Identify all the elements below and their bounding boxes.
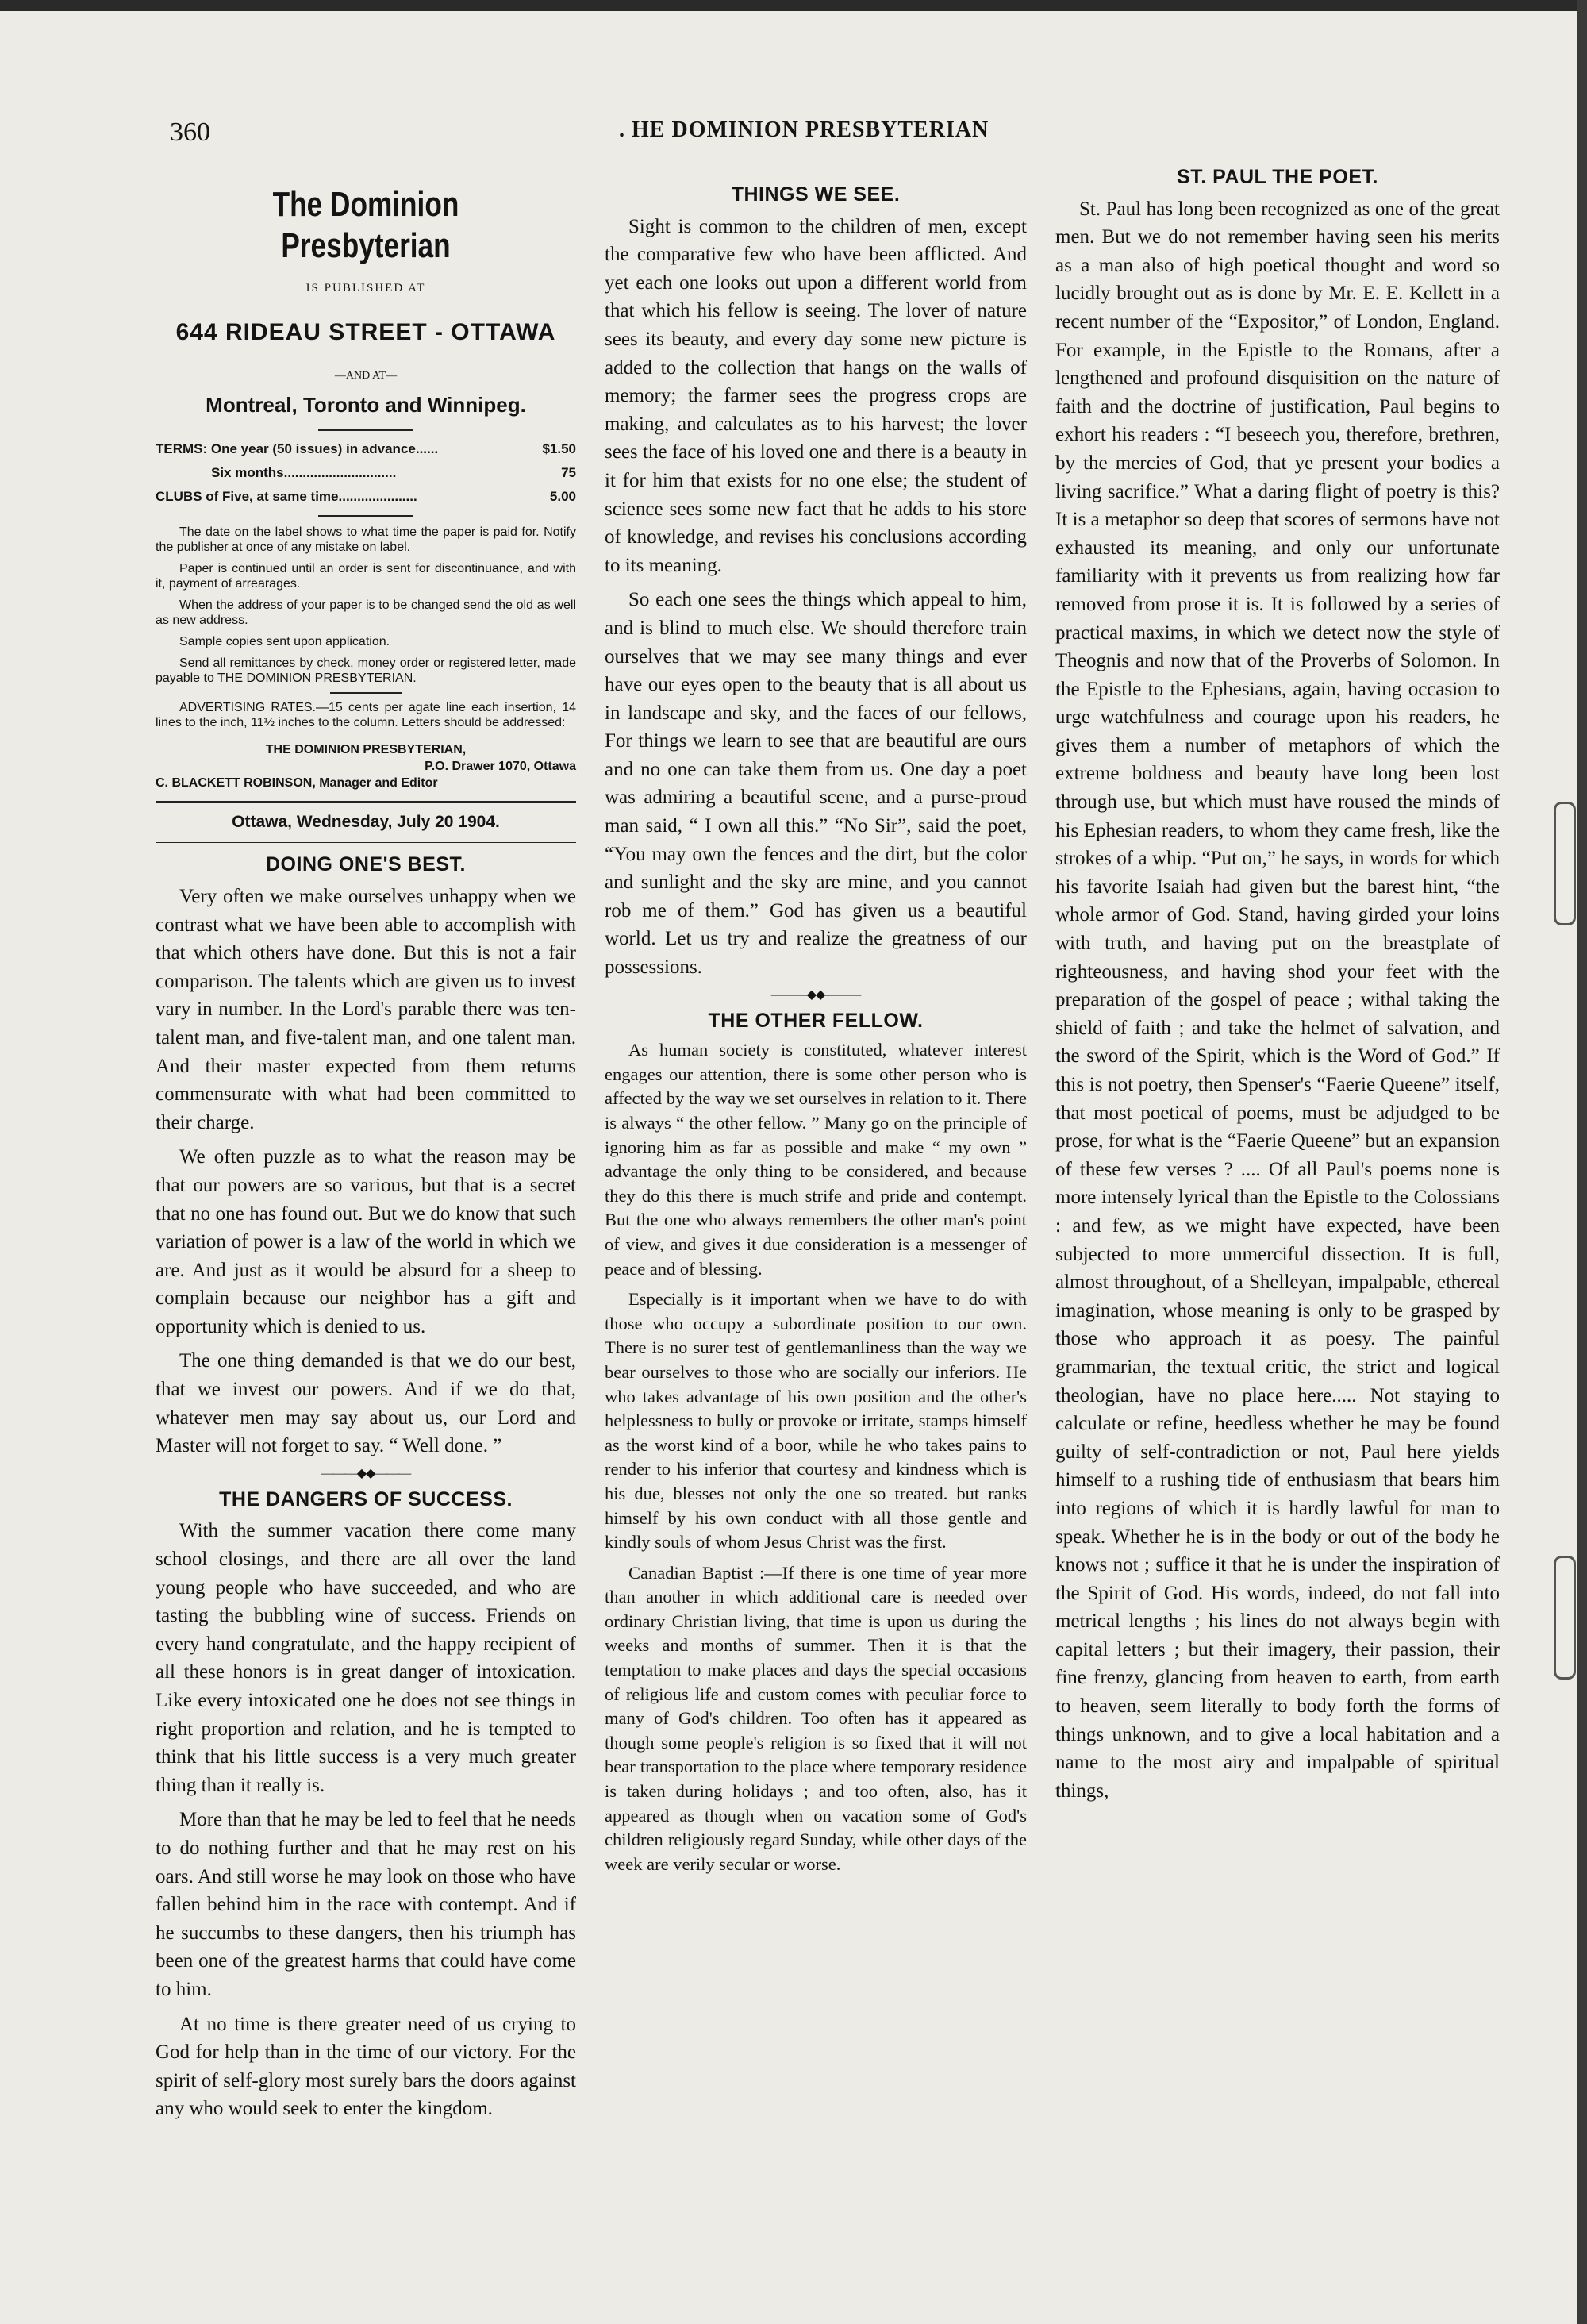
article-paragraph: More than that he may be led to feel that he needs to do nothing further and that he may rest on his oars. And still worse he may look on those who have fallen behind him in the race with contempt. And if he succumbs to these dangers, then his triumph has been one of the greatest harms that could have come to him.	[156, 1809, 576, 2000]
terms-row: CLUBS of Five, at same time..................... 5.00	[156, 488, 576, 504]
terms-row: Six months.............................. 75	[211, 464, 576, 480]
article-paragraph: With the summer vacation there come many school closings, and there are all over the land young people who have succeeded, and who are tasting the bubbling wine of success. Friends on every hand congratulate, and the happy recipient of all these honors is in great danger of intoxication. Like every intoxicated one he does not see things in right proportion and relation, and he is tempted to think that his little success is a very much greater thing than it really is.	[156, 1520, 576, 1796]
article-heading: THE DANGERS OF SUCCESS.	[219, 1487, 513, 1510]
article-heading: DOING ONE'S BEST.	[266, 853, 466, 876]
masthead-cities: Montreal, Toronto and Winnipeg.	[206, 393, 526, 417]
article-paragraph: We often puzzle as to what the reason may be that our powers are so various, but that is a secret that no one has found out. But we do know that such variation of power is a law of the world in which we are. And just as it would be absurd for a sheep to complain because our neighbor has a gift and opportunity which is denied to us.	[156, 1146, 576, 1337]
article-heading: THINGS WE SEE.	[731, 183, 901, 206]
ornament-divider: ———◆◆———	[321, 1466, 411, 1480]
divider-rule	[318, 429, 413, 431]
article-paragraph: Sight is common to the children of men, except the comparative few who have been afflicted. And yet each one looks out upon a different world from that which his fellow is seeing. The lover of nature sees its beauty, and every day some new picture is added to the collection that hangs on the walls of memory; the farmer sees the progress crops are making, and calculates as to his harvest; the lover sees the face of his loved one and there is a beauty in it for him that exists for no one else; the student of science sees some new fact that he adds to his store of knowledge, and revises his conclusions according to its meaning.	[605, 215, 1027, 576]
publisher-address: THE DOMINION PRESBYTERIAN, P.O. Drawer 1070, Ottawa C. BLACKETT ROBINSON, Manager and Editor	[156, 742, 576, 790]
article-paragraph: As human society is constituted, whatever interest engages our attention, there is some other person who is affected by the way we set ourselves in relation to it. There is always “ the other fellow. ” Many go on the principle of ignoring him as far as possible and make “ my own ” advantage the only thing to be considered, and because they do this there is much strife and pride and contempt. But the one who always remembers the other man's point of view, and gives it due consideration is a messenger of peace and of blessing.	[605, 1040, 1027, 1279]
issue-dateline: Ottawa, Wednesday, July 20 1904.	[156, 801, 576, 844]
page-number: 360	[170, 117, 210, 147]
and-at-label: —AND AT—	[334, 369, 398, 382]
column-left	[156, 167, 576, 2130]
article-paragraph: St. Paul has long been recognized as one of the great men. But we do not remember having seen his merits as a man also of high poetical thought and word so lucidly brought out as is done by Mr. E. E. Kellett in a recent number of the “Expositor,” of London, England. For example, in the Epistle to the Romans, after a lengthened and profound disquisition on the nature of faith and the doctrine of justification, Paul begins to exhort his readers : “I beseech you, therefore, brethren, by the mercies of God, that ye present your bodies a living sacrifice.” What a daring flight of poetry is this? It is a metaphor so deep that scores of sermons have not exhausted its meaning, and only our unfortunate familiarity with it prevents us from realizing how far removed from prose it is. It is followed by a series of practical maxims, in which we detect now the style of Theognis and now that of the Proverbs of Solomon. In the Epistle to the Ephesians, again, having occasion to urge watchfulness and courage upon his readers, he gives them a number of metaphors of which the extreme boldness and beauty have long been lost through use, but which must have roused the minds of his Ephesian readers, to whom they came fresh, like the strokes of a whip. “Put on,” he says, in words for which his favorite Isaiah had given but the barest hint, “the whole armor of God. Stand, having girded your loins with truth, and having put on the breastplate of righteousness, and having shod your feet with the preparation of the gospel of peace ; withal taking the shield of faith ; and take the helmet of salvation, and the sword of the Spirit, which is the Word of God.” If this is not poetry, then Spenser's “Faerie Queene” itself, that most poetical of poems, must be adjudged to be prose, for what is the “Faerie Queene” but an expansion of these few verses ? .... Of all Paul's poems none is more intensely lyrical than the Epistle to the Colossians : and few, as we might have expected, have been subjected to more unmerciful dissection. It is full, almost throughout, of a Shelleyan, impalpable, ethereal imagination, whose meaning is only to be grasped by those who approach it as poesy. The painful grammarian, the textual critic, the strict and logical theologian, have no place here..... Not staying to calculate or refine, heedless whether he may be found guilty of self-contradiction or not, Paul here yields himself to a rushing tide of enthusiasm that bears him into regions of which it is hardly lawful for man to speak. Whether he is in the body or out of the body he knows not ; suffice it that he is under the inspiration of the Spirit of God. His words, indeed, do not fall into metrical lengths ; his lines do not always begin with capital letters ; but their imagery, their passion, their fine frenzy, glancing from heaven to earth, from earth to heaven, seem literally to body forth the forms of things unknown, and to give a local habitation and a name to the most airy and impalpable of spiritual things,	[1055, 198, 1500, 1802]
subscription-terms	[156, 437, 576, 509]
published-at: IS PUBLISHED AT	[305, 282, 426, 294]
scan-border-right	[1577, 0, 1587, 2324]
masthead-address: 644 RIDEAU STREET - OTTAWA	[175, 318, 556, 345]
divider-rule	[318, 515, 413, 517]
masthead-title: The Dominion Presbyterian	[272, 185, 459, 265]
quoted-paragraph: Canadian Baptist :—If there is one time of year more than another in which additional care is needed over ordinary Christian living, that time is upon us during the weeks and months of summer. Then it is that the temptation to make places and days the special occasions of religious life and custom comes with peculiar force to many of God's children. Too often has it appeared as though some people's religion is so fixed that it will not bear transportation to the place where temporary residence is taken during holidays ; and too often, also, has it appeared as though when on vacation some of God's children religiously regard Sunday, while other days of the week are verily secular or worse.	[605, 1562, 1027, 1874]
article-paragraph: The one thing demanded is that we do our best, that we invest our powers. And if we do that, whatever men may say about us, our Lord and Master will not forget to say. “ Well done. ”	[156, 1350, 576, 1457]
publisher-notices: The date on the label shows to what time the paper is paid for. Notify the publisher at once of any mistake on label. Paper is continued until an order is sent for discontinuance, and with it, payment of arrearages. When the address of your paper is to be changed send the old as well as new address. Sample copies sent upon application. Send all remittances by check, money order or registered letter, made payable to THE DOMINION PRESBYTERIAN. ADVERTISING RATES.—15 cents per agate line each insertion, 14 lines to the inch, 11½ inches to the column. Letters should be addressed:	[156, 525, 576, 729]
scan-border-top	[0, 0, 1587, 11]
binding-clip-upper	[1554, 802, 1576, 925]
article-paragraph: Especially is it important when we have to do with those who occupy a subordinate position to our own. There is no surer test of gentlemanliness than the way we bear ourselves to those who are socially our inferiors. He who takes advantage of his own position and the other's helplessness to bully or provoke or irritate, stamps himself as the worst kind of a boor, while he who takes pains to render to his inferior that courtesy and kindness which is his due, blesses not only the one so treated. but ranks himself by his own conduct with all those gentle and kindly souls of whom Jesus Christ was the first.	[605, 1289, 1027, 1553]
article-paragraph: So each one sees the things which appeal to him, and is blind to much else. We should therefore train ourselves that we may see many things and ever have our eyes open to the beauty that is all about us in landscape and sky, and the faces of our fellows, For things we learn to see that are beautiful are ours and no one can take them from us. One day a poet was admiring a beautiful scene, and a purse-proud man said, “ I own all this.” “No Sir”, said the poet, “You may own the fences and the dirt, but the color and sunlight and the sky are mine, and you cannot rob me of them.” God has given us a beautiful world. Let us try and realize the greatness of our possessions.	[605, 589, 1027, 979]
running-head: . HE DOMINION PRESBYTERIAN	[619, 117, 989, 142]
article-paragraph: Very often we make ourselves unhappy when we contrast what we have been able to accomplish with that which others have done. But this is not a fair comparison. The talents which are given us to invest vary in number. In the Lord's parable there was ten-talent man, and five-talent man, and one talent man. And their master expected from them returns commensurate with what had been committed to their charge.	[156, 885, 576, 1133]
binding-clip-lower	[1554, 1556, 1576, 1680]
terms-row: TERMS: One year (50 issues) in advance...... $1.50	[156, 441, 576, 456]
article-heading: ST. PAUL THE POET.	[1177, 166, 1378, 188]
column-middle	[605, 176, 1027, 1883]
article-paragraph: At no time is there greater need of us crying to God for help than in the time of our victory. For the spirit of self-glory most surely bars the doors against any who would seek to enter the kingdom.	[156, 2013, 576, 2120]
ornament-divider: ———◆◆———	[770, 987, 861, 1002]
column-right	[1055, 159, 1500, 1811]
article-heading: THE OTHER FELLOW.	[708, 1009, 924, 1032]
